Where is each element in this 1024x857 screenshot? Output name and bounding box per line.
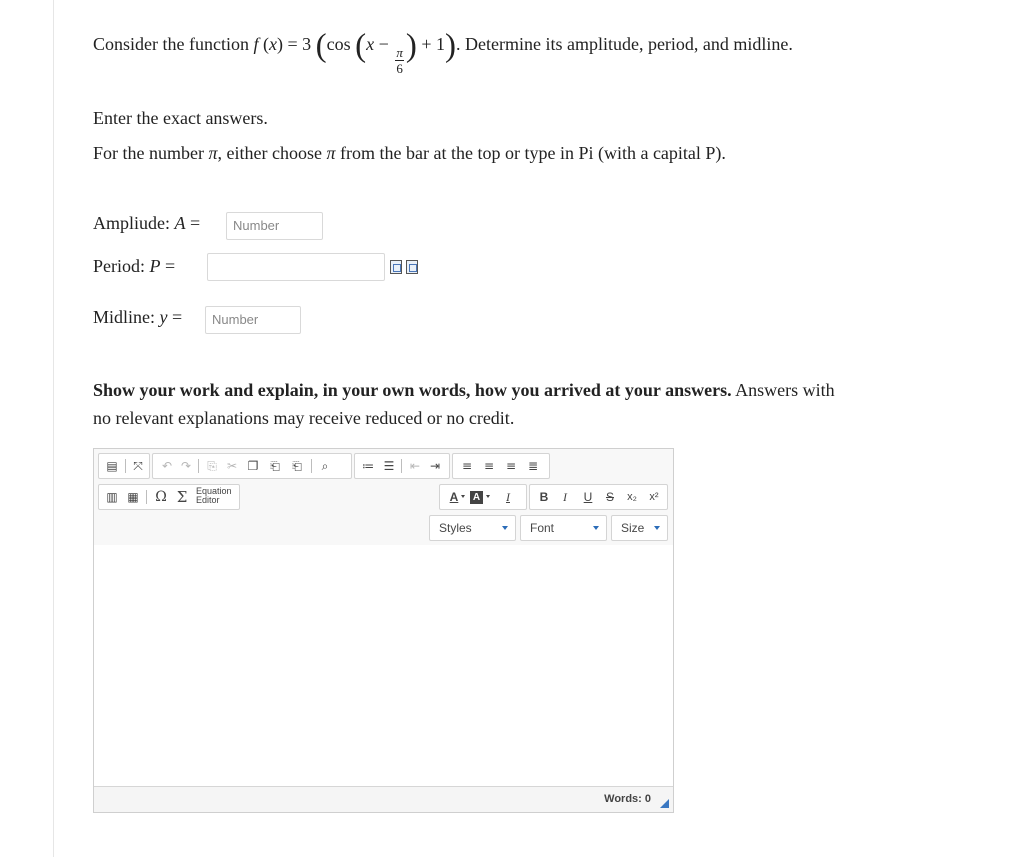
indent-icon[interactable]: ⇥ — [429, 459, 441, 473]
math-help-icon[interactable] — [406, 260, 418, 274]
instruction-pi: For the number π, either choose π from the bar at the top or type in Pi (with a capital P). — [93, 143, 726, 163]
midline-label: Midline: y = — [93, 307, 183, 327]
paste-text-icon[interactable]: ⎗ — [292, 459, 302, 473]
subscript-icon[interactable]: x₂ — [627, 491, 637, 503]
outdent-icon[interactable]: ⇤ — [409, 459, 421, 473]
font-chevron-icon — [593, 526, 599, 530]
midline-input[interactable]: Number — [205, 306, 301, 334]
background-color-chevron-icon — [486, 495, 490, 498]
copy-icon[interactable]: ❐ — [247, 459, 259, 473]
toolbar-group-clipboard — [152, 453, 352, 479]
toolbar-group-document — [98, 453, 150, 479]
table-icon[interactable]: ▦ — [127, 490, 139, 504]
remove-format-icon[interactable]: I — [506, 490, 510, 504]
bold-icon[interactable]: B — [539, 490, 549, 504]
period-label: Period: P = — [93, 256, 176, 276]
size-dropdown[interactable]: Size — [611, 515, 668, 541]
background-color-button[interactable]: A — [470, 491, 483, 504]
amplitude-label: Ampliude: A = — [93, 213, 201, 233]
equation-editor-button[interactable]: Equation Editor — [196, 486, 232, 505]
underline-icon[interactable]: U — [583, 490, 593, 504]
word-count: Words: 0 — [604, 793, 651, 805]
sigma-icon[interactable]: Σ — [176, 488, 188, 506]
editor-toolbar — [94, 449, 673, 546]
search-icon[interactable]: ⌕ — [321, 459, 329, 473]
work-prompt: Show your work and explain, in your own words, how you arrived at your answers. Answers with — [93, 380, 835, 400]
paste-icon[interactable]: ⎗ — [270, 459, 280, 473]
numbered-list-icon[interactable]: ≔ — [362, 459, 374, 473]
align-justify-icon[interactable]: ≣ — [527, 459, 539, 473]
styles-dropdown[interactable]: Styles — [429, 515, 516, 541]
resize-handle-icon[interactable] — [660, 799, 669, 808]
rich-text-editor — [93, 448, 674, 813]
question-tail: Determine its amplitude, period, and midline. — [464, 34, 793, 54]
undo-icon[interactable]: ↶ — [161, 459, 173, 473]
toolbar-group-insert — [98, 484, 240, 510]
font-dropdown[interactable]: Font — [520, 515, 607, 541]
pi-over-six-fraction: $\frac{\pi}{6}$ — [396, 45, 403, 76]
styles-chevron-icon — [502, 526, 508, 530]
align-left-icon[interactable]: ≡ — [461, 459, 473, 473]
source-icon[interactable]: ▤ — [106, 459, 118, 473]
bulleted-list-icon[interactable]: ☰ — [383, 459, 395, 473]
cut-icon[interactable]: ✂ — [226, 459, 238, 473]
superscript-icon[interactable]: x² — [649, 491, 659, 503]
question-intro: Consider the function — [93, 34, 249, 54]
work-prompt-line2: no relevant explanations may receive reduced or no credit. — [93, 408, 515, 428]
editor-content-area[interactable] — [94, 545, 673, 787]
copy-formatting-icon[interactable]: ⎘ — [207, 459, 217, 473]
size-chevron-icon — [654, 526, 660, 530]
toolbar-group-align — [452, 453, 550, 479]
align-right-icon[interactable]: ≡ — [505, 459, 517, 473]
text-color-chevron-icon — [461, 495, 465, 498]
maximize-icon[interactable]: ⤧ — [133, 459, 143, 473]
toolbar-group-lists — [354, 453, 450, 479]
toolbar-group-basicstyles — [529, 484, 668, 510]
question-text: Consider the function f (x) = 3 (cos (x − $\frac{\pi}{6}$ ) + 1). Determine its amplitude, period, and midline. — [93, 28, 793, 76]
strikethrough-icon[interactable]: S — [605, 490, 614, 504]
period-input[interactable] — [207, 253, 385, 281]
text-color-button[interactable]: A — [449, 490, 459, 504]
page-left-border — [53, 0, 54, 857]
special-character-icon[interactable]: Ω — [155, 489, 167, 505]
italic-icon[interactable]: I — [563, 490, 567, 504]
horizontal-line-icon[interactable]: ▥ — [106, 490, 118, 504]
amplitude-input[interactable]: Number — [226, 212, 323, 240]
math-preview-icon[interactable] — [390, 260, 402, 274]
align-center-icon[interactable]: ≡ — [483, 459, 495, 473]
editor-footer — [94, 786, 673, 812]
redo-icon[interactable]: ↷ — [180, 459, 192, 473]
toolbar-group-colors — [439, 484, 527, 510]
instruction-exact: Enter the exact answers. — [93, 108, 268, 128]
